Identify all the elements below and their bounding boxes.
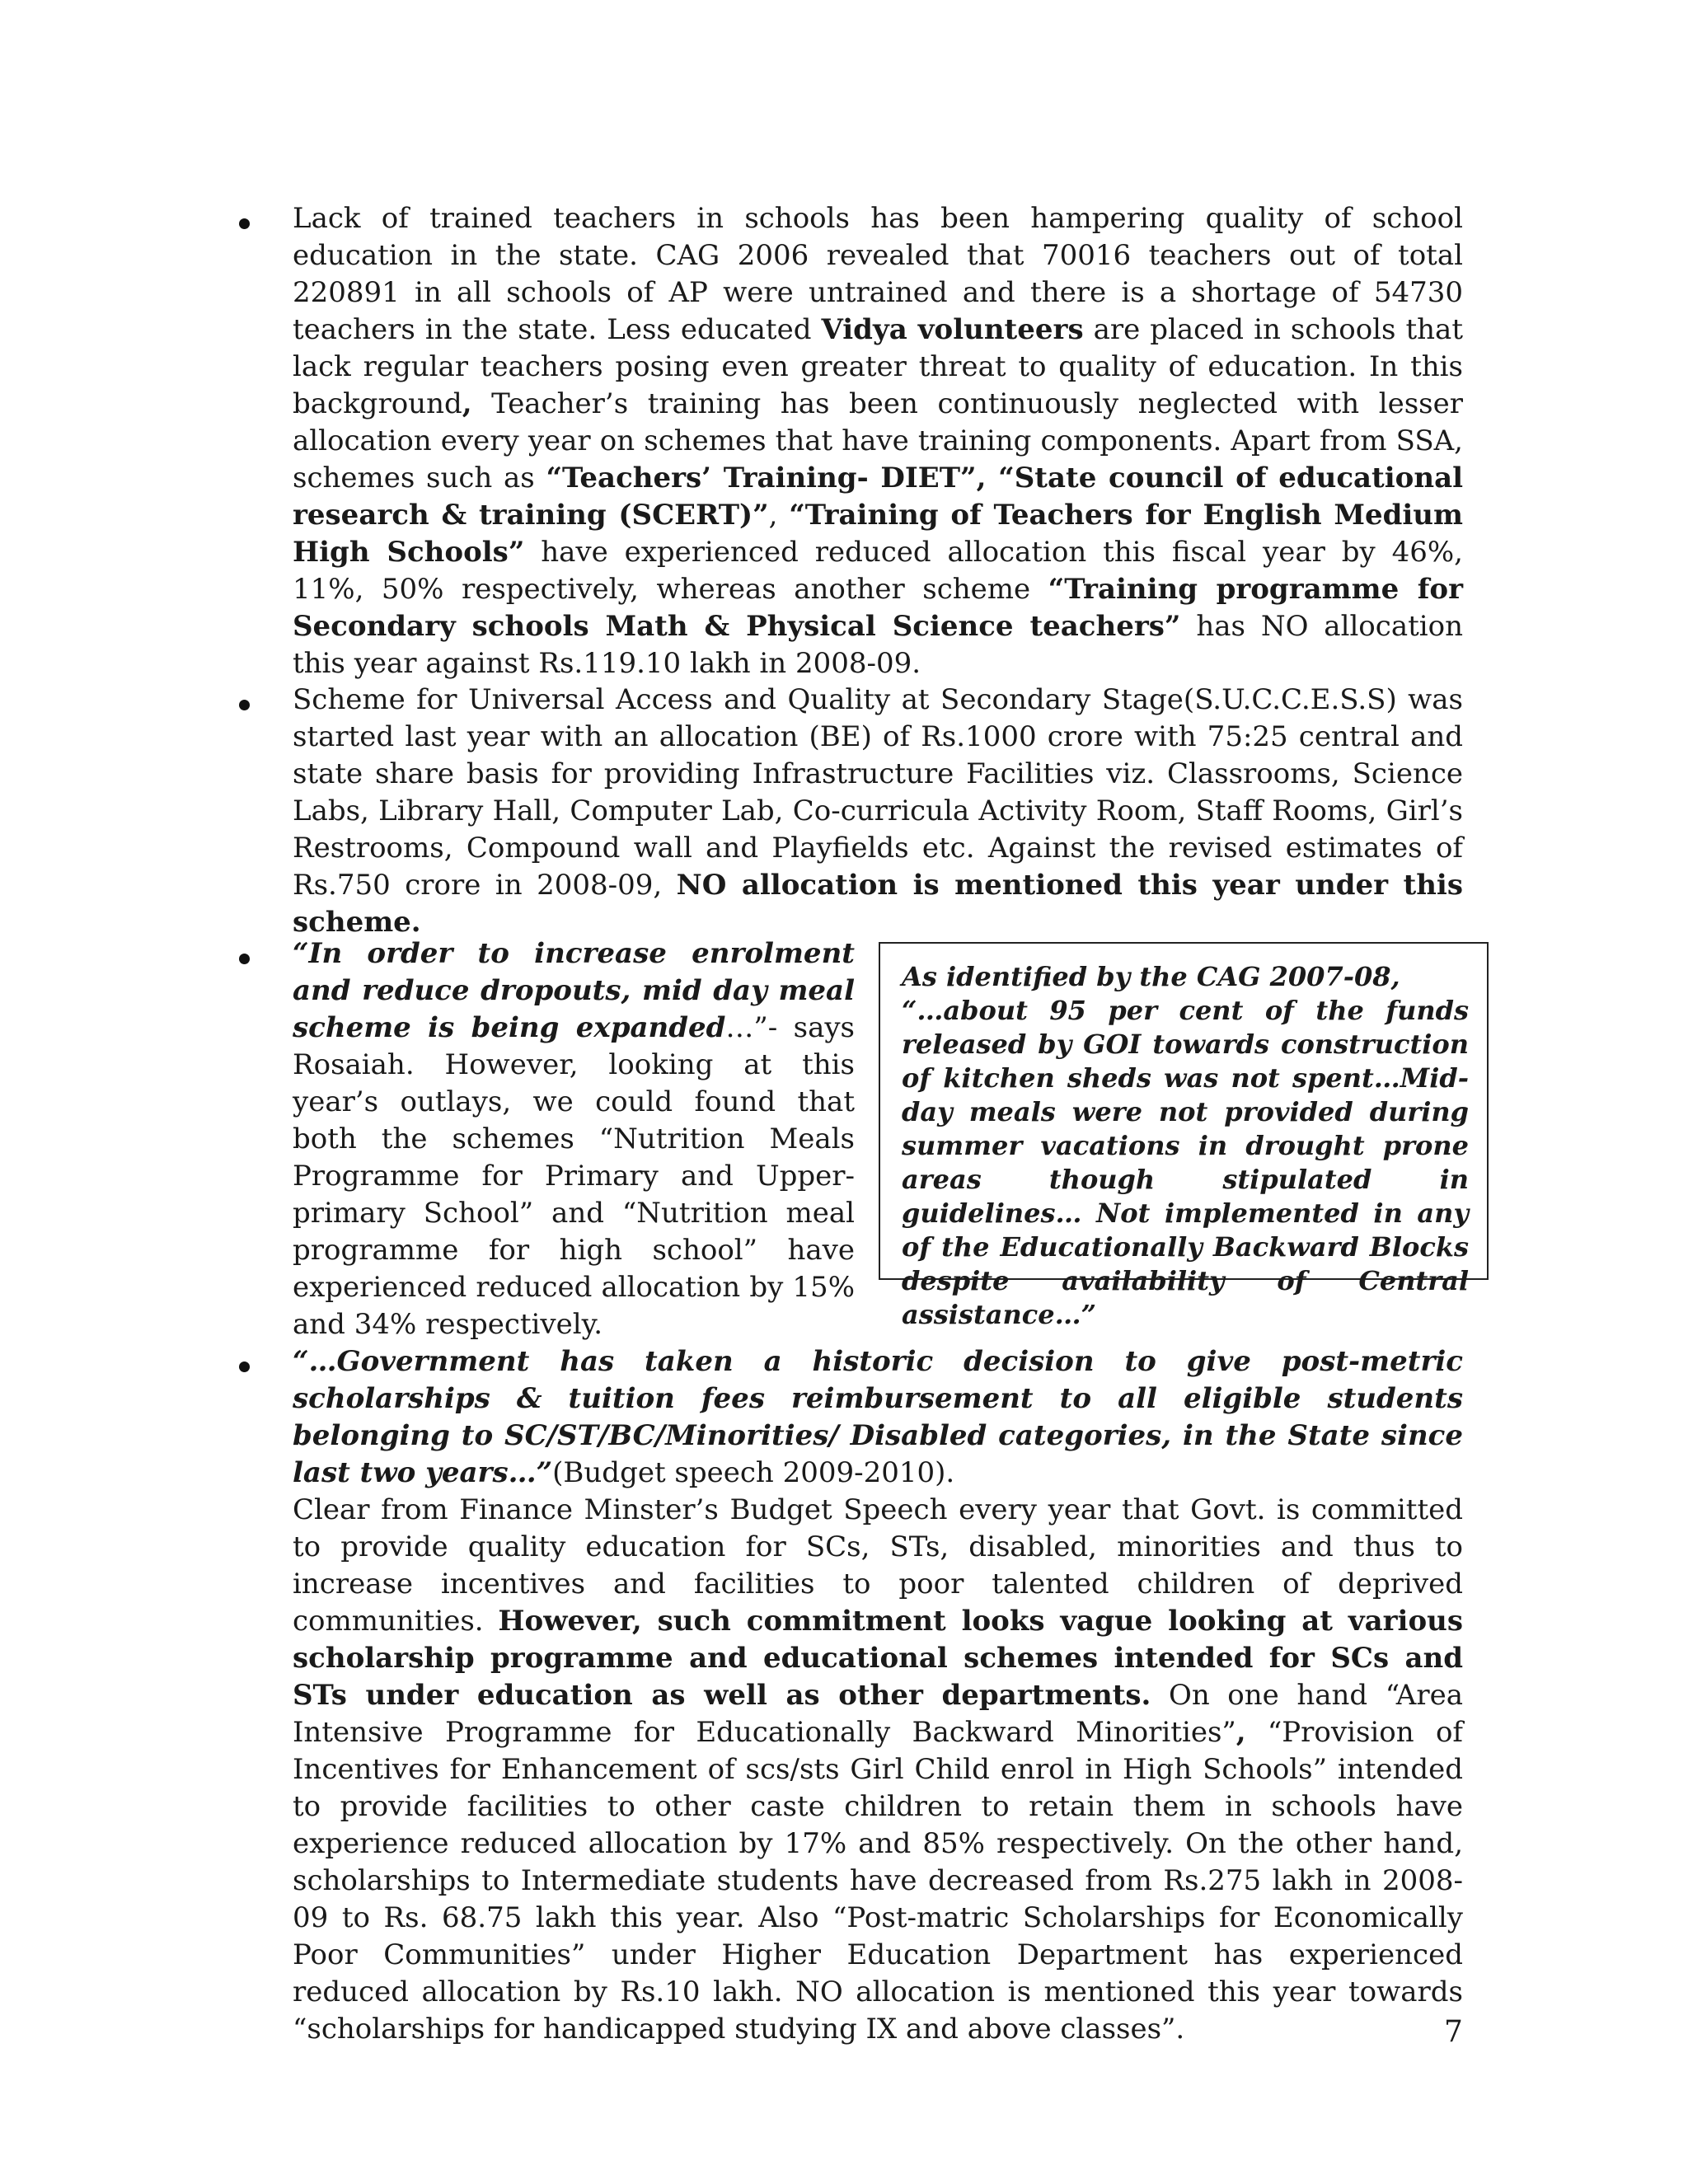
text-run: On one hand “Area Intensive Programme for Educationally Backward Minorities” [293, 1679, 1463, 1749]
text-run: Teacher’s training has been continuously neglected with lesser allocation every year on schemes that have training components. Apart from SSA, schemes such as [293, 387, 1463, 494]
cag-callout-box [879, 942, 1489, 1330]
callout-heading: As identified by the CAG 2007-08, [902, 961, 1400, 992]
bold-run: , [1236, 1716, 1246, 1749]
bold-run: “Training of Teachers for English Medium High Schools” [293, 499, 1463, 569]
callout-body: “…about 95 per cent of the funds released by GOI towards construction of kitchen sheds was not spent…Mid-day meals were not provided during summer vacations in drought prone areas though stipulated in guidelines… Not implemented in any of the Educationally Backward Blocks despite availability of Central assistance…” [902, 995, 1469, 1330]
bold-run: NO allocation is mentioned this year under this scheme. [293, 869, 1463, 939]
bullet-text [293, 682, 1463, 941]
text-run: , [768, 499, 790, 532]
source-run: (Budget speech 2009-2010). [552, 1456, 955, 1489]
bold-run: “Teachers’ Training- DIET”, “State council of educational research & training (SCERT)” [293, 462, 1464, 532]
bullet-text [293, 935, 855, 1343]
text-run: However, looking at this year’s outlays, we could found that both the schemes “Nutrition Meals Programme for Primary and Upper-primary School” and “Nutrition meal programme for high school” have experienced reduced allocation by 15% and 34% respectively. [293, 1048, 855, 1341]
bold-run: However, such commitment looks vague looking at various scholarship programme and educational schemes intended for SCs and STs under education as well as other departments. [293, 1605, 1463, 1712]
bullet-dot-icon [239, 218, 250, 229]
text-run: has NO allocation this year against Rs.119.10 lakh in 2008-09. [293, 610, 1463, 680]
bold-run: Vidya volunteers [821, 313, 1084, 346]
text-run: have experienced reduced allocation this fiscal year by 46%, 11%, 50% respectively, whereas another scheme [293, 536, 1463, 606]
page-number: 7 [1444, 2015, 1463, 2049]
quote-run: “In order to increase enrolment and reduce dropouts, mid day meal scheme is being expanded [293, 937, 855, 1044]
bold-run: “Training programme for Secondary schools Math & Physical Science teachers” [293, 573, 1463, 643]
quote-run: “…Government has taken a historic decision to give post-metric scholarships & tuition fees reimbursement to all eligible students belonging to SC/ST/BC/Minorities/ Disabled categories, in the State since last two years…” [293, 1345, 1463, 1489]
text-run: Scheme for Universal Access and Quality at Secondary Stage(S.U.C.C.E.S.S) was started last year with an allocation (BE) of Rs.1000 crore with 75:25 central and state share basis for providing Infrastructure Facilities viz. Classrooms, Science Labs, Library Hall, Computer Lab, Co-curricula Activity Room, Staff Rooms, Girl’s Restrooms, Compound wall and Playfields etc. Against the revised estimates of Rs.750 crore in 2008-09, [293, 683, 1463, 902]
bullet-text [293, 1343, 1463, 2048]
text-run: Clear from Finance Minster’s Budget Speech every year that Govt. is committed to provide quality education for SCs, STs, disabled, minorities and thus to increase incentives and facilities to poor talented children of deprived communities. [293, 1493, 1463, 1638]
bullet-dot-icon [239, 1361, 250, 1372]
text-run: “Provision of Incentives for Enhancement of scs/sts Girl Child enrol in High Schools” intended to provide facilities to other caste children to retain them in schools have experience reduced allocation by 17% and 85% respectively. On the other hand, scholarships to Intermediate students have decreased from Rs.275 lakh in 2008-09 to Rs. 68.75 lakh this year. Also “Post-matric Scholarships for Economically Poor Communities” under Higher Education Department has experienced reduced allocation by Rs.10 lakh. NO allocation is mentioned this year towards “scholarships for handicapped studying IX and above classes”. [293, 1716, 1464, 2046]
text-run: Lack of trained teachers in schools has been hampering quality of school education in the state. CAG 2006 revealed that 70016 teachers out of total 220891 in all schools of AP were untrained and there is a shortage of 54730 teachers in the state. Less educated [293, 202, 1463, 346]
bullet-dot-icon [239, 700, 250, 710]
bullet-dot-icon [239, 954, 250, 964]
text-run: …”- says Rosaiah. [293, 1011, 855, 1081]
bold-run: , [462, 387, 472, 420]
bullet-text [293, 200, 1463, 682]
text-run: are placed in schools that lack regular teachers posing even greater threat to quality of education. In this background [293, 313, 1463, 420]
